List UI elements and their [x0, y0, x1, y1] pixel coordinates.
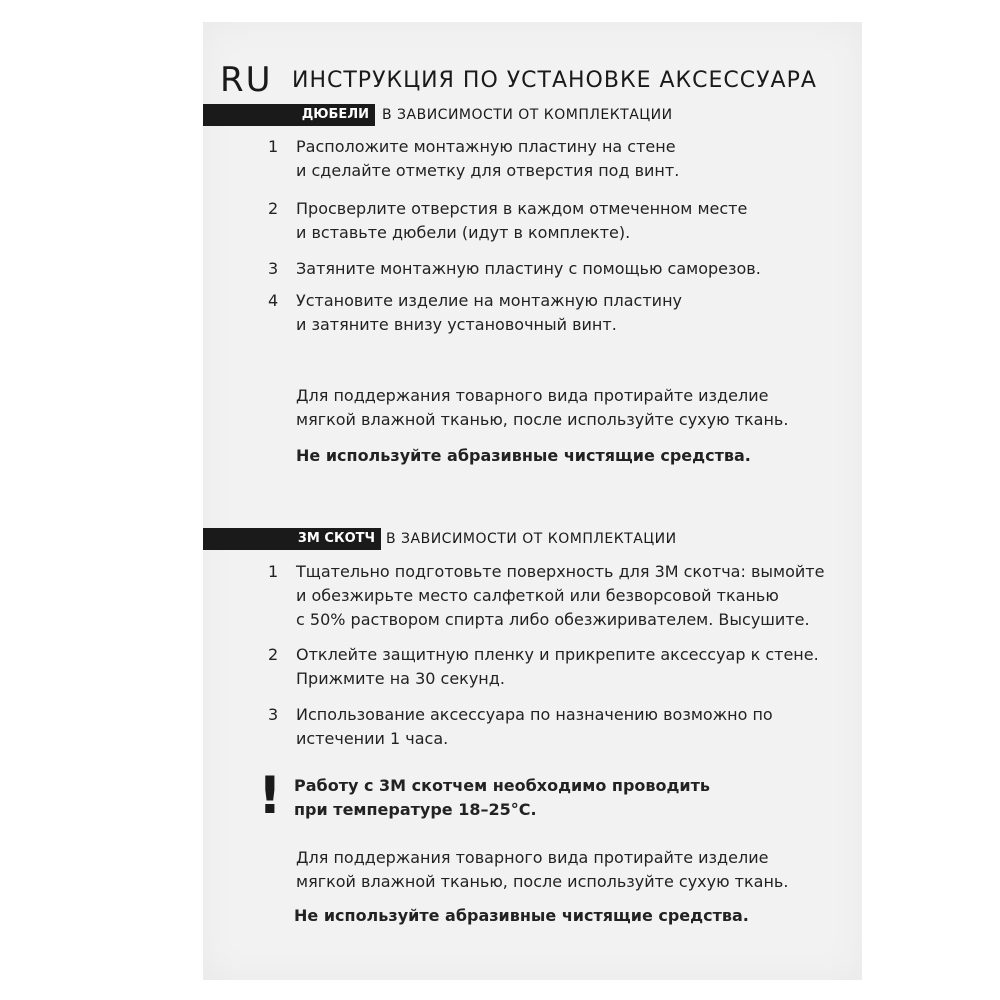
temperature-warning — [294, 774, 710, 822]
temperature-warning-line: при температуре 18–25°С. — [294, 800, 537, 819]
section-subtitle-tape: В ЗАВИСИМОСТИ ОТ КОМПЛЕКТАЦИИ — [386, 531, 677, 547]
step-text-line: Прижмите на 30 секунд. — [296, 669, 505, 688]
step-text-line: и сделайте отметку для отверстия под винт. — [296, 161, 680, 180]
language-code: RU — [220, 60, 273, 100]
step-text-line: Затяните монтажную пластину с помощью саморезов. — [296, 259, 761, 278]
step-text-line: Тщательно подготовьте поверхность для 3М скотча: вымойте — [296, 562, 825, 581]
step-number: 3 — [268, 259, 279, 278]
step-text-line: с 50% раствором спирта либо обезжиривателем. Высушите. — [296, 610, 810, 629]
step-number: 3 — [268, 705, 279, 724]
step-number: 4 — [268, 291, 279, 310]
step-text-line: Отклейте защитную пленку и прикрепите аксессуар к стене. — [296, 645, 819, 664]
care-note-line: мягкой влажной тканью, после используйте сухую ткань. — [296, 410, 789, 429]
step-number: 1 — [268, 562, 279, 581]
care-note-tape — [296, 846, 788, 894]
step-text-line: Использование аксессуара по назначению возможно по — [296, 705, 773, 724]
care-note-line: Для поддержания товарного вида протирайте изделие — [296, 848, 769, 867]
care-note-line: Для поддержания товарного вида протирайте изделие — [296, 386, 769, 405]
care-note-line: мягкой влажной тканью, после используйте сухую ткань. — [296, 872, 789, 891]
step-text-line: Установите изделие на монтажную пластину — [296, 291, 682, 310]
step-text-line: Просверлите отверстия в каждом отмеченном месте — [296, 199, 748, 218]
step-text-line: Расположите монтажную пластину на стене — [296, 137, 676, 156]
step-text-line: и вставьте дюбели (идут в комплекте). — [296, 223, 631, 242]
step-text-line: и обезжирьте место салфеткой или безворсовой тканью — [296, 586, 779, 605]
step-text-line: и затяните внизу установочный винт. — [296, 315, 617, 334]
step-text-line: истечении 1 часа. — [296, 729, 449, 748]
temperature-warning-line: Работу с 3М скотчем необходимо проводить — [294, 776, 711, 795]
abrasive-warning-dowels: Не используйте абразивные чистящие средства. — [296, 446, 751, 465]
care-note-dowels — [296, 384, 788, 432]
section-tag-tape: 3M СКОТЧ — [203, 528, 381, 550]
section-subtitle-dowels: В ЗАВИСИМОСТИ ОТ КОМПЛЕКТАЦИИ — [382, 107, 673, 123]
abrasive-warning-tape: Не используйте абразивные чистящие средства. — [294, 906, 749, 925]
step-number: 2 — [268, 199, 279, 218]
step-number: 1 — [268, 137, 279, 156]
exclamation-icon: ! — [258, 766, 282, 826]
section-tag-dowels: ДЮБЕЛИ — [203, 104, 375, 126]
page-title: ИНСТРУКЦИЯ ПО УСТАНОВКЕ АКСЕССУАРА — [292, 68, 817, 93]
step-number: 2 — [268, 645, 279, 664]
